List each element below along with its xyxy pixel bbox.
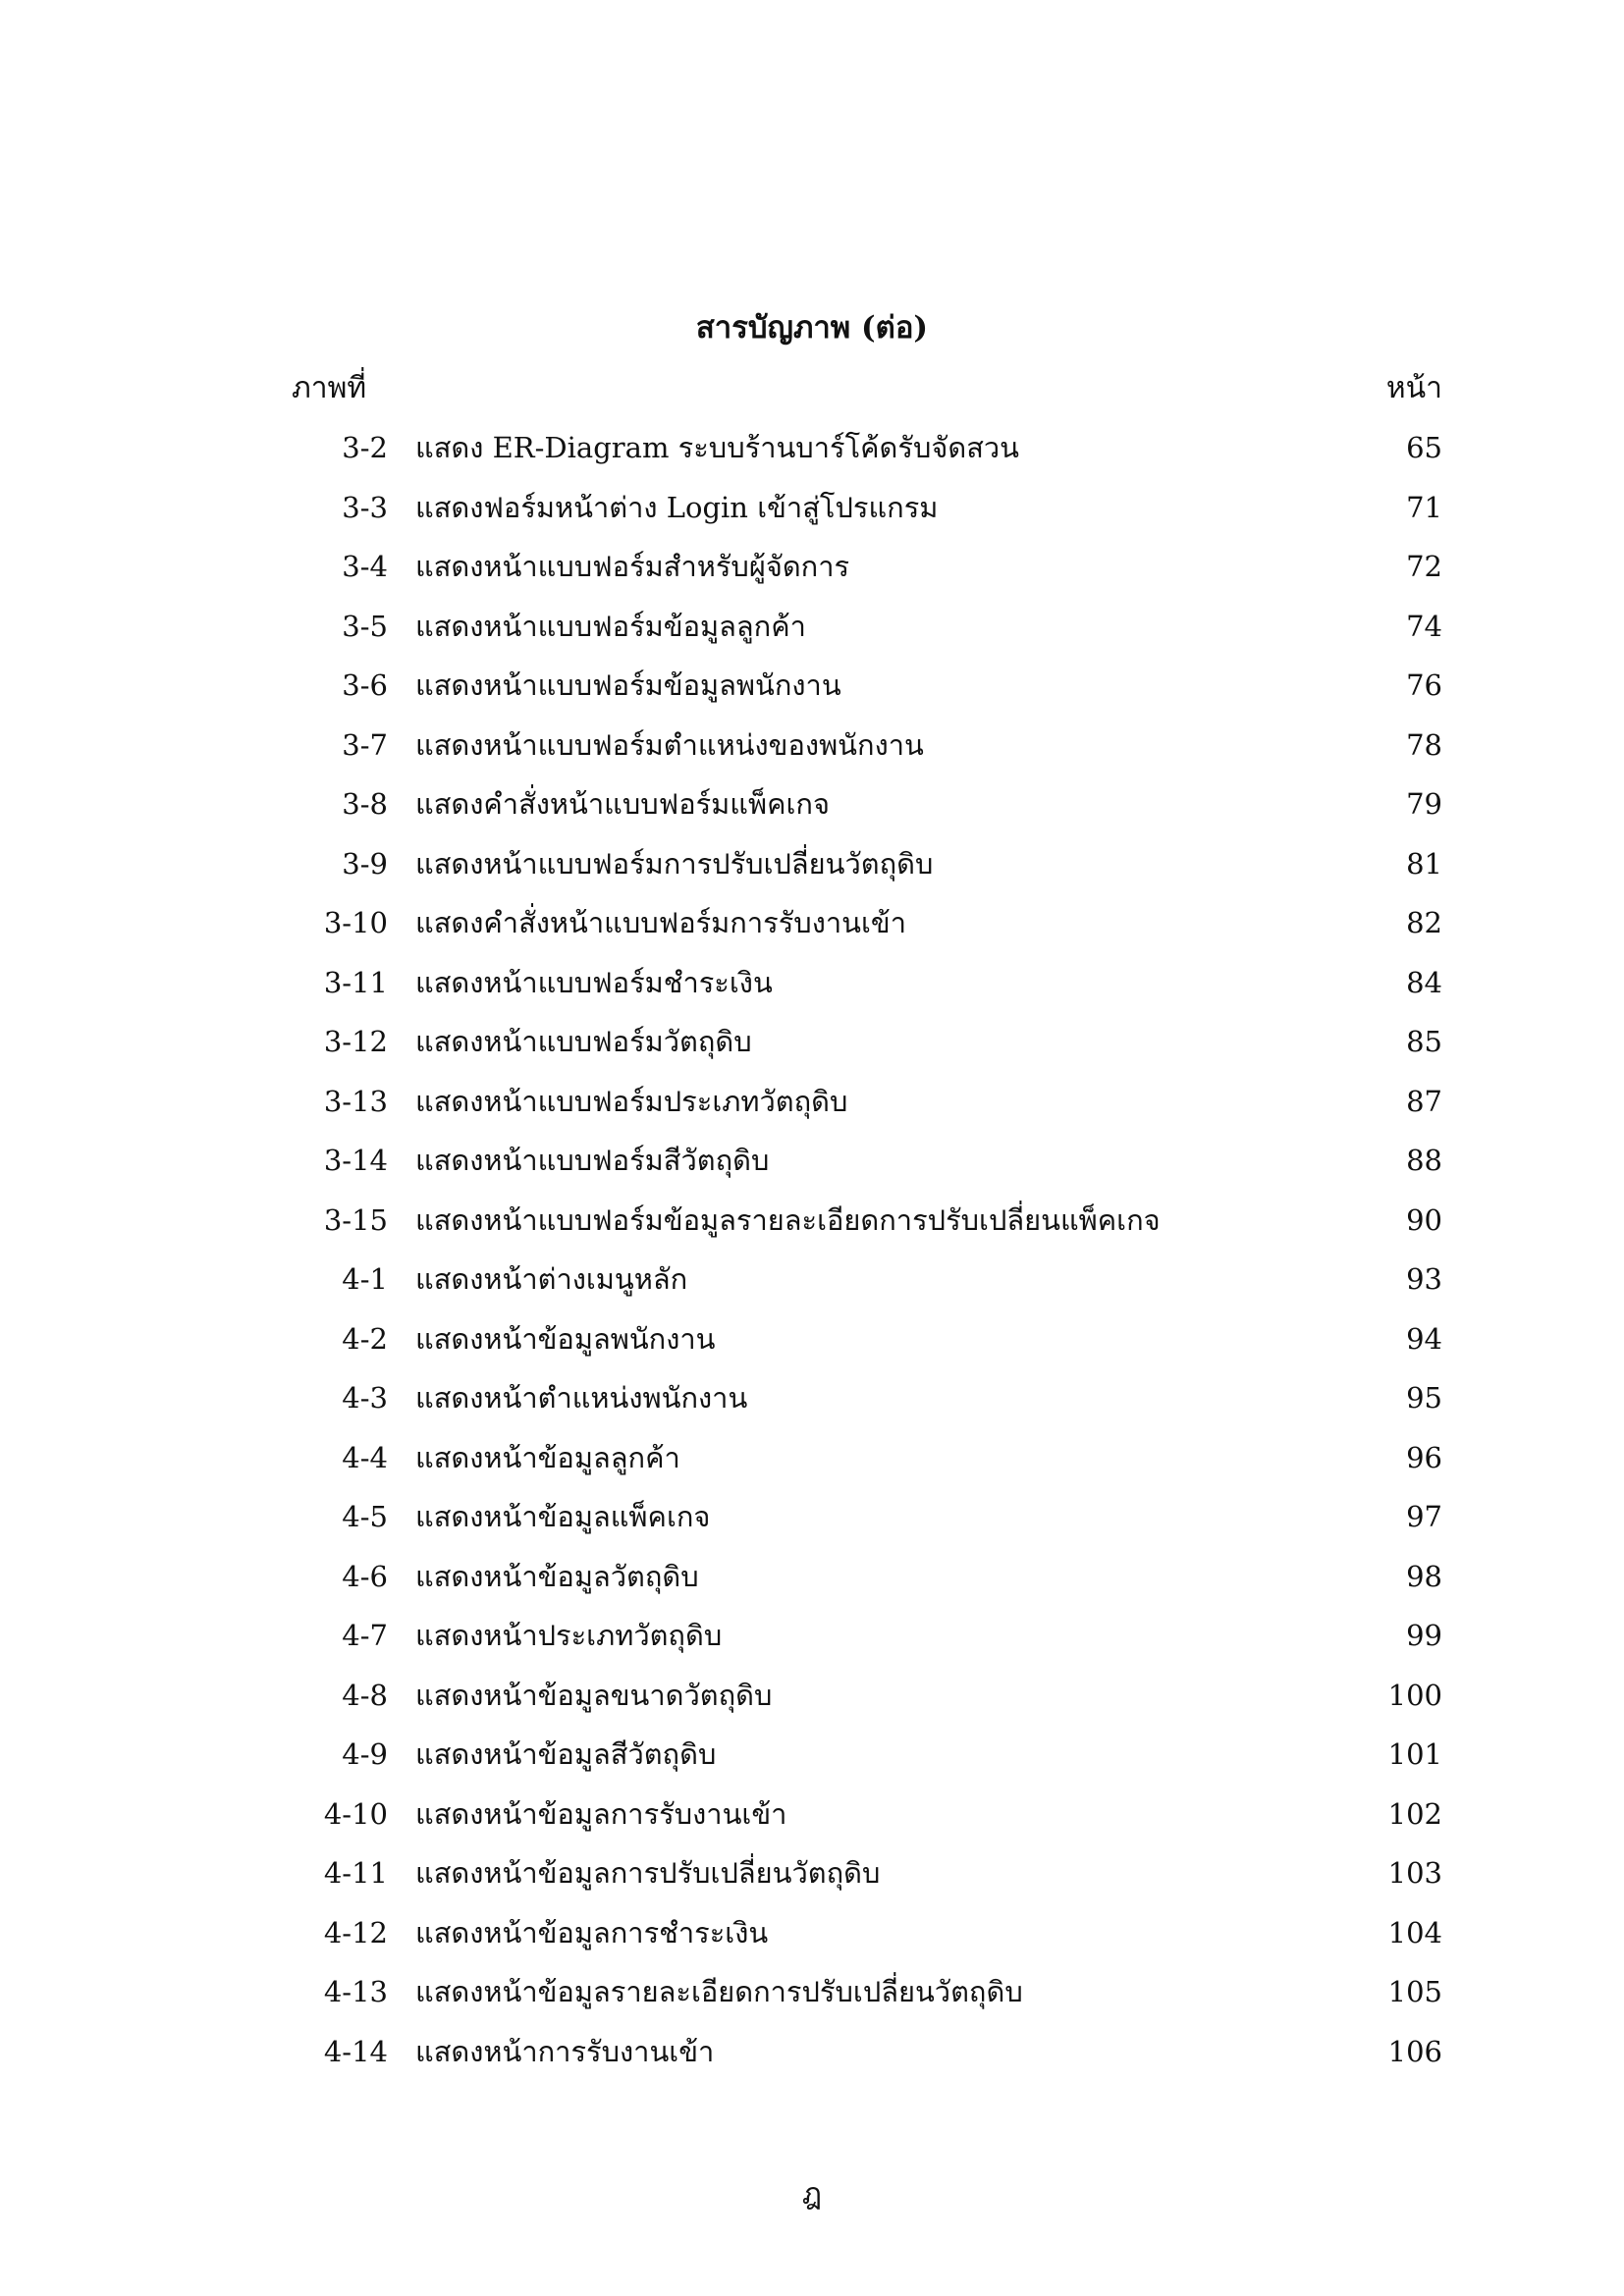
figure-page-number: 93: [1406, 1262, 1442, 1296]
figure-number: 4-3: [342, 1381, 388, 1415]
figure-caption: แสดงหน้าแบบฟอร์มการปรับเปลี่ยนวัตถุดิบ: [415, 846, 934, 881]
figure-number: 3-10: [323, 906, 388, 939]
figure-page-number: 79: [1406, 787, 1442, 821]
figure-number: 3-14: [323, 1144, 388, 1177]
figure-page-number: 96: [1406, 1440, 1442, 1474]
figure-caption: แสดงหน้าแบบฟอร์มตำแหน่งของพนักงาน: [415, 727, 924, 762]
figure-entry: [0, 1199, 1624, 1258]
figure-page-number: 101: [1387, 1737, 1442, 1771]
figure-page-number: 94: [1406, 1321, 1442, 1356]
figure-page-number: 72: [1406, 550, 1442, 583]
figure-caption: แสดงหน้าข้อมูลรายละเอียดการปรับเปลี่ยนวัตถุดิบ: [415, 1975, 1023, 2008]
figure-number: 4-5: [342, 1500, 388, 1533]
figure-entry: [0, 2030, 1624, 2090]
figure-caption: แสดงคำสั่งหน้าแบบฟอร์มแพ็คเกจ: [415, 787, 830, 821]
figure-caption: แสดงหน้าข้อมูลสีวัตถุดิบ: [415, 1737, 717, 1771]
figure-caption: แสดงหน้าแบบฟอร์มสำหรับผู้จัดการ: [415, 550, 850, 583]
page-title: สารบัญภาพ (ต่อ): [695, 310, 929, 346]
figure-page-number: 85: [1406, 1025, 1442, 1058]
figure-number: 4-2: [342, 1321, 388, 1356]
figure-caption: แสดงหน้าแบบฟอร์มข้อมูลรายละเอียดการปรับเปลี่ยนแพ็คเกจ: [415, 1202, 1161, 1237]
figure-number: 4-7: [342, 1619, 388, 1652]
figure-caption: แสดงหน้าข้อมูลการชำระเงิน: [415, 1915, 769, 1949]
figure-caption: แสดงหน้าข้อมูลลูกค้า: [415, 1440, 680, 1474]
figure-entry: [0, 1674, 1624, 1734]
figure-entry: [0, 901, 1624, 961]
figure-number: 3-11: [323, 965, 388, 999]
figure-number: 4-9: [342, 1737, 388, 1771]
figure-page-number: 87: [1406, 1084, 1442, 1118]
figure-number: 3-8: [342, 787, 388, 821]
figure-entry: [0, 664, 1624, 723]
figure-page-number: 90: [1406, 1202, 1442, 1237]
figure-page-number: 81: [1406, 846, 1442, 881]
figure-caption: แสดงฟอร์มหน้าต่าง Login เข้าสู่โปรแกรม: [415, 490, 939, 524]
figure-entry: [0, 1020, 1624, 1080]
figure-caption: แสดงหน้าข้อมูลขนาดวัตถุดิบ: [415, 1678, 773, 1712]
figure-number: 3-5: [342, 609, 388, 643]
figure-entry: [0, 1257, 1624, 1317]
figure-page-number: 99: [1406, 1619, 1442, 1652]
figure-page-number: 65: [1406, 431, 1442, 464]
figure-entry: [0, 1555, 1624, 1615]
figure-entry: [0, 1376, 1624, 1436]
figure-entry: [0, 605, 1624, 665]
figure-number: 4-14: [323, 2034, 388, 2068]
figure-caption: แสดงหน้าแบบฟอร์มสีวัตถุดิบ: [415, 1144, 770, 1177]
figure-page-number: 78: [1406, 727, 1442, 762]
figure-entry: [0, 961, 1624, 1021]
figure-page-number: 76: [1406, 668, 1442, 702]
figure-page-number: 74: [1406, 609, 1442, 643]
figure-number: 3-4: [342, 550, 388, 583]
figure-number: 4-11: [323, 1856, 388, 1890]
figure-entry: [0, 1436, 1624, 1496]
figure-entry: [0, 486, 1624, 546]
figure-number-column-heading: ภาพที่: [292, 371, 367, 405]
figure-number: 3-13: [323, 1084, 388, 1118]
figure-entry: [0, 842, 1624, 902]
figure-entry: [0, 1792, 1624, 1852]
figure-number: 4-6: [342, 1559, 388, 1593]
figure-caption: แสดงหน้าแบบฟอร์มวัตถุดิบ: [415, 1025, 752, 1058]
figure-page-number: 95: [1406, 1381, 1442, 1415]
figure-entry: [0, 1495, 1624, 1555]
figure-caption: แสดงหน้าข้อมูลการรับงานเข้า: [415, 1796, 787, 1831]
figure-caption: แสดงหน้าข้อมูลวัตถุดิบ: [415, 1559, 699, 1593]
figure-page-number: 84: [1406, 965, 1442, 999]
figure-number: 4-13: [323, 1975, 388, 2008]
figure-page-number: 106: [1387, 2034, 1442, 2068]
figure-caption: แสดงหน้าแบบฟอร์มชำระเงิน: [415, 965, 773, 999]
figure-caption: แสดงหน้าข้อมูลการปรับเปลี่ยนวัตถุดิบ: [415, 1856, 881, 1890]
figure-number: 4-1: [342, 1262, 388, 1296]
figure-caption: แสดงคำสั่งหน้าแบบฟอร์มการรับงานเข้า: [415, 906, 906, 939]
figure-caption: แสดงหน้าการรับงานเข้า: [415, 2034, 715, 2068]
figure-caption: แสดงหน้าแบบฟอร์มข้อมูลพนักงาน: [415, 668, 841, 702]
figure-entry: [0, 426, 1624, 486]
figure-page-number: 98: [1406, 1559, 1442, 1593]
figure-number: 3-3: [342, 490, 388, 524]
figure-page-number: 88: [1406, 1144, 1442, 1177]
figure-caption: แสดงหน้าข้อมูลพนักงาน: [415, 1321, 716, 1356]
figure-entry: [0, 545, 1624, 605]
figure-entry: [0, 1733, 1624, 1792]
figure-page-number: 104: [1387, 1915, 1442, 1949]
figure-number: 4-8: [342, 1678, 388, 1712]
figure-number: 3-12: [323, 1025, 388, 1058]
figure-entry: [0, 1080, 1624, 1140]
figure-entry: [0, 1970, 1624, 2030]
figure-entry: [0, 1911, 1624, 1971]
figure-page-number: 97: [1406, 1500, 1442, 1533]
figure-caption: แสดงหน้าตำแหน่งพนักงาน: [415, 1381, 748, 1415]
page-footer-number: ฎ: [801, 2177, 823, 2212]
figure-entry: [0, 1317, 1624, 1377]
figure-entry: [0, 782, 1624, 842]
figure-caption: แสดงหน้าข้อมูลแพ็คเกจ: [415, 1500, 711, 1533]
figure-number: 4-4: [342, 1440, 388, 1474]
figure-number: 4-10: [323, 1796, 388, 1831]
figure-entry: [0, 1139, 1624, 1199]
figure-number: 3-2: [342, 431, 388, 464]
figure-page-number: 103: [1387, 1856, 1442, 1890]
figure-caption: แสดงหน้าต่างเมนูหลัก: [415, 1262, 688, 1296]
figure-entry: [0, 723, 1624, 783]
figure-page-number: 100: [1387, 1678, 1442, 1712]
figure-number: 3-7: [342, 727, 388, 762]
figure-number: 4-12: [323, 1915, 388, 1949]
figure-caption: แสดงหน้าแบบฟอร์มข้อมูลลูกค้า: [415, 609, 806, 643]
figure-number: 3-9: [342, 846, 388, 881]
page-number-column-heading: หน้า: [1385, 371, 1442, 405]
figure-caption: แสดง ER-Diagram ระบบร้านบาร์โค้ดรับจัดสวน: [415, 431, 1020, 464]
figure-page-number: 71: [1406, 490, 1442, 524]
figure-page-number: 105: [1387, 1975, 1442, 2008]
figure-caption: แสดงหน้าแบบฟอร์มประเภทวัตถุดิบ: [415, 1084, 848, 1118]
figure-entry: [0, 1614, 1624, 1674]
figure-page-number: 82: [1406, 906, 1442, 939]
figure-entry: [0, 1851, 1624, 1911]
figure-entry-list: [0, 426, 1624, 2089]
figure-number: 3-15: [323, 1202, 388, 1237]
figure-number: 3-6: [342, 668, 388, 702]
figure-caption: แสดงหน้าประเภทวัตถุดิบ: [415, 1619, 723, 1652]
figure-page-number: 102: [1387, 1796, 1442, 1831]
